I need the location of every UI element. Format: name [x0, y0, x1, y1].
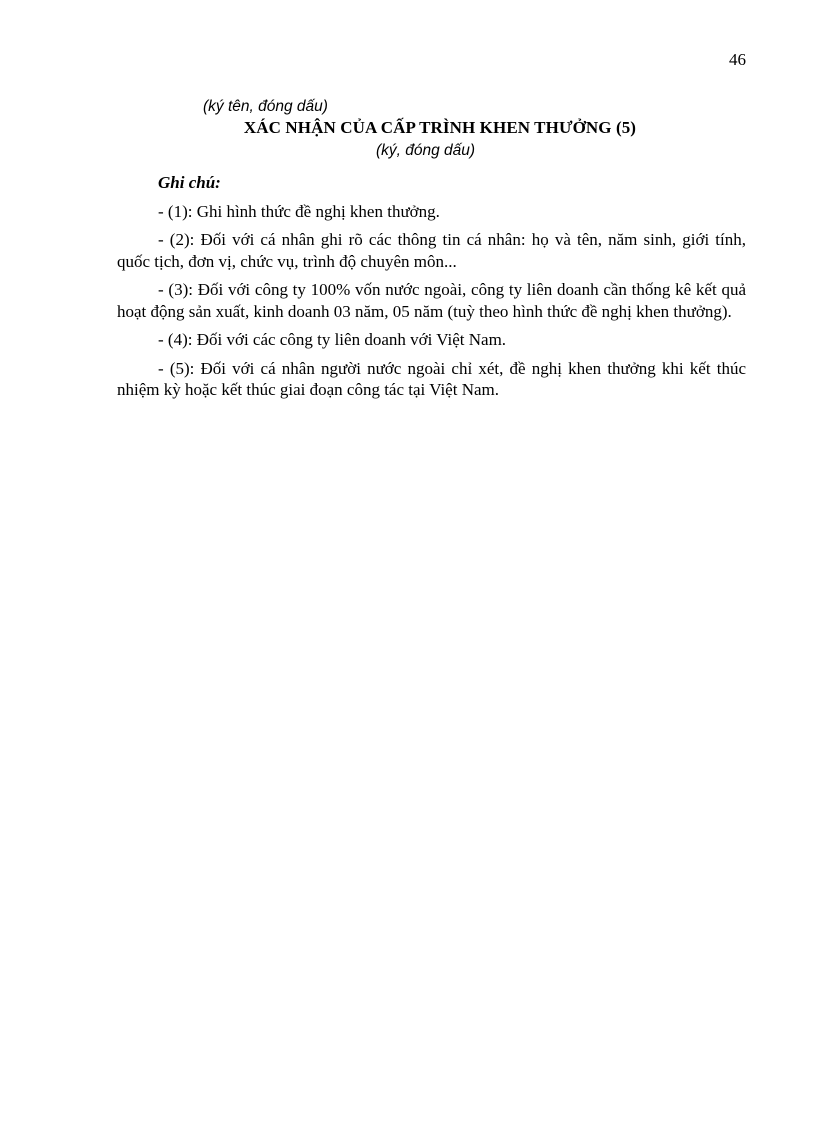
confirmation-title: XÁC NHẬN CỦA CẤP TRÌNH KHEN THƯỞNG (5)	[243, 118, 637, 137]
note-item-3: - (3): Đối với công ty 100% vốn nước ngoài, công ty liên doanh cần thống kê kết quả hoạt động sản xuất, kinh doanh 03 năm, 05 năm (tuỳ theo hình thức đề nghị khen thưởng).	[117, 280, 746, 321]
note-item-2: - (2): Đối với cá nhân ghi rõ các thông tin cá nhân: họ và tên, năm sinh, giới tính, quốc tịch, đơn vị, chức vụ, trình độ chuyên môn...	[117, 230, 746, 271]
signature-note-top: (ký tên, đóng dấu)	[203, 98, 328, 115]
notes-section	[117, 172, 746, 408]
signature-note-bottom: (ký, đóng dấu)	[376, 142, 476, 159]
note-item-4: - (4): Đối với các công ty liên doanh với Việt Nam.	[158, 330, 507, 349]
note-item-5: - (5): Đối với cá nhân người nước ngoài chỉ xét, đề nghị khen thưởng khi kết thúc nhiệm kỳ hoặc kết thúc giai đoạn công tác tại Việt Nam.	[117, 358, 746, 399]
notes-heading: Ghi chú:	[158, 173, 221, 192]
note-item-1: - (1): Ghi hình thức đề nghị khen thưởng.	[158, 201, 440, 221]
page-number: 46	[729, 50, 746, 69]
